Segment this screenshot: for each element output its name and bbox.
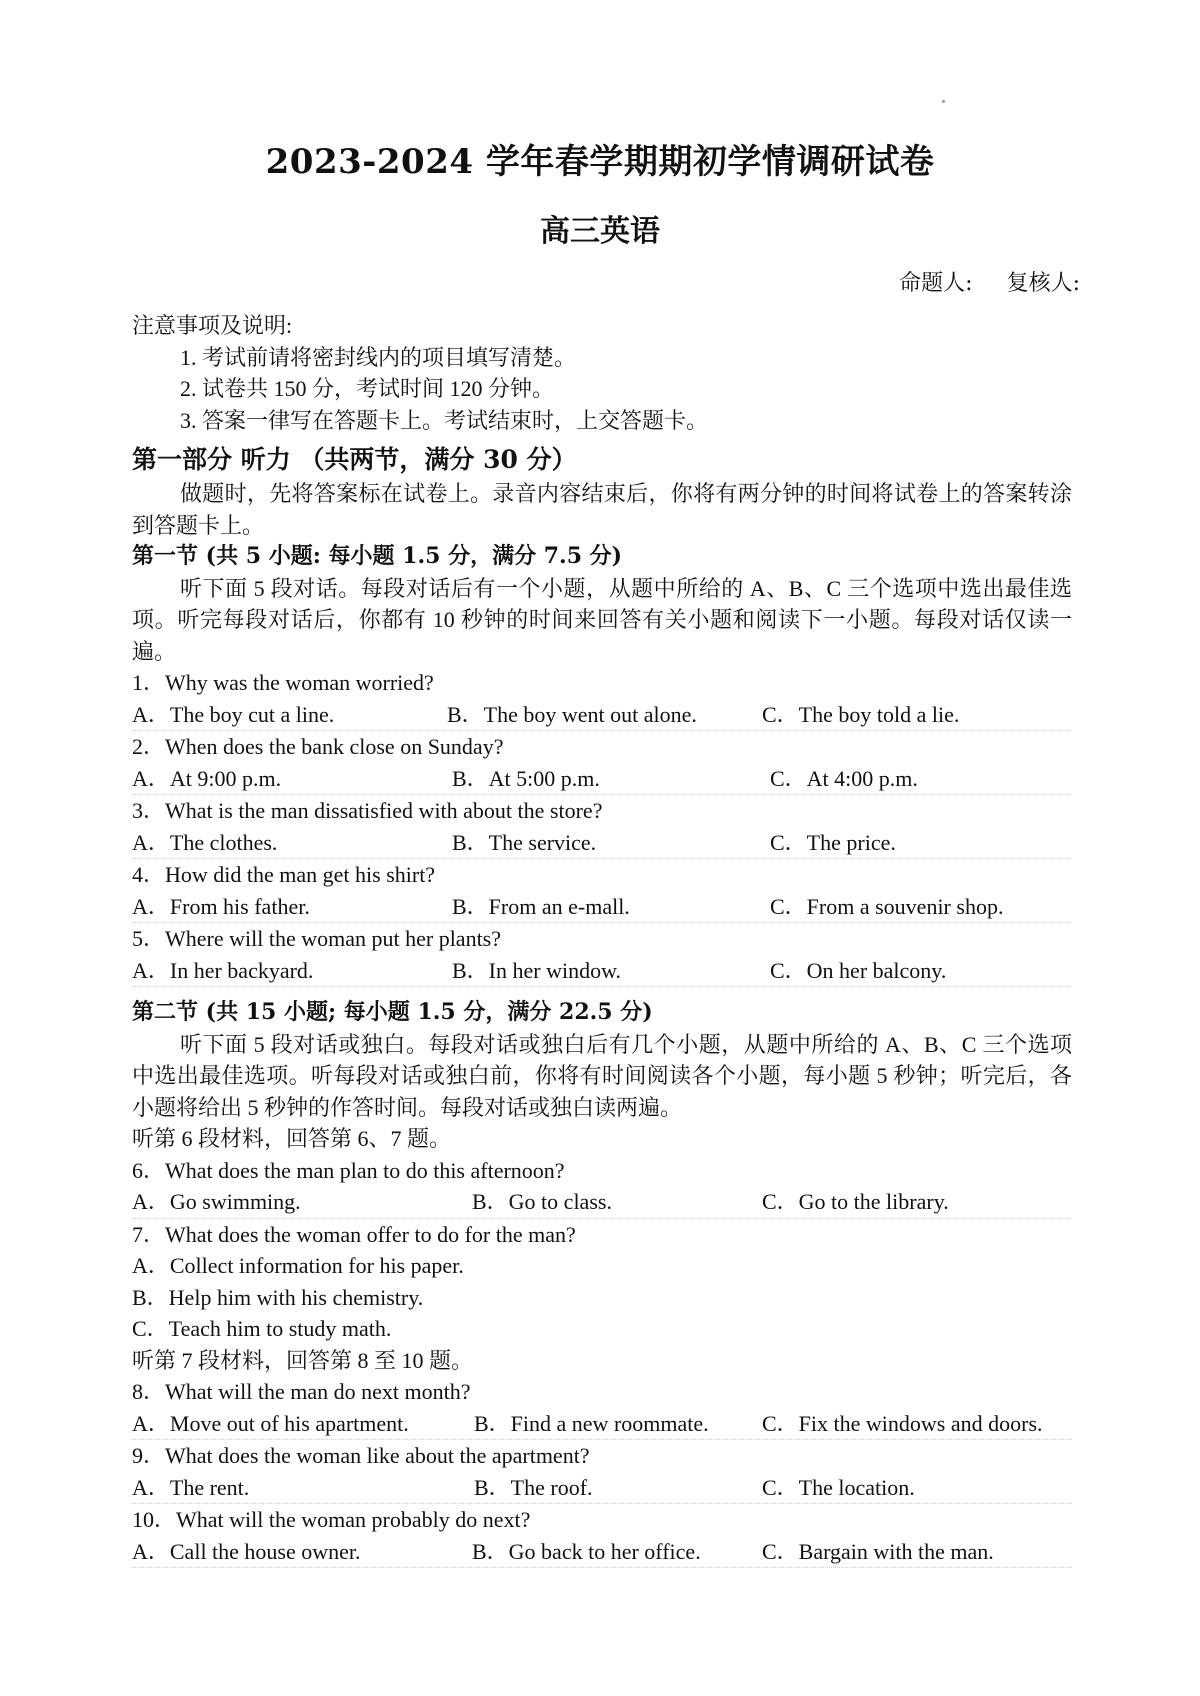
option-b: B．In her window. — [452, 957, 622, 983]
exam-subject: 高三英语 — [540, 214, 660, 249]
question-stem: 9．What does the woman like about the apartment? — [132, 1443, 590, 1468]
option-c: C．Teach him to study math. — [132, 1316, 392, 1341]
author-label: 命题人: — [899, 271, 973, 296]
scan-speck — [942, 100, 945, 103]
option-a: A．The rent. — [132, 1474, 250, 1500]
option-c: C．The price. — [770, 829, 896, 855]
question-stem: 4．How did the man get his shirt? — [132, 862, 436, 887]
option-a: A．From his father. — [132, 893, 310, 919]
exam-title: 2023-2024 学年春学期期初学情调研试卷 — [265, 142, 935, 182]
option-b: B．From an e-mall. — [452, 893, 630, 919]
question-options — [132, 1472, 1072, 1505]
question-options — [132, 891, 1072, 924]
question-stem: 7．What does the woman offer to do for the man? — [132, 1221, 576, 1247]
option-b: B．The boy went out alone. — [447, 701, 697, 727]
option-b: B．Go to class. — [472, 1189, 612, 1214]
exam-content — [132, 310, 1072, 1568]
option-c: C．On her balcony. — [770, 957, 947, 983]
option-a: A．Move out of his apartment. — [132, 1410, 409, 1436]
question-options — [132, 1186, 1072, 1219]
option-c: C．Go to the library. — [762, 1189, 949, 1214]
option-b: B．Go back to her office. — [472, 1538, 701, 1564]
option-c: C．Fix the windows and doors. — [762, 1410, 1043, 1436]
question-options — [132, 955, 1072, 988]
material-instruction: 听第 7 段材料，回答第 8 至 10 题。 — [132, 1347, 474, 1373]
option-a: A．Collect information for his paper. — [132, 1253, 464, 1278]
option-a: A．The clothes. — [132, 829, 278, 855]
section1-intro: 听下面 5 段对话。每段对话后有一个小题，从题中所给的 A、B、C 三个选项中选出最佳选项。听完每段对话后，你都有 10 秒钟的时间来回答有关小题和阅读下一小题。每段对话仅读一遍。 — [132, 575, 1072, 664]
question-options — [132, 1536, 1072, 1569]
option-b: B．The roof. — [474, 1474, 593, 1500]
question-stem: 2．When does the bank close on Sunday? — [132, 734, 504, 759]
note-item: 1. 考试前请将密封线内的项目填写清楚。 — [180, 344, 577, 370]
option-c: C．The boy told a lie. — [762, 701, 960, 727]
notes-heading: 注意事项及说明: — [132, 313, 293, 338]
option-a: A．Call the house owner. — [132, 1538, 361, 1564]
option-b: B．The service. — [452, 829, 597, 855]
material-instruction: 听第 6 段材料，回答第 6、7 题。 — [132, 1126, 452, 1151]
option-c: C．Bargain with the man. — [762, 1538, 994, 1564]
part1-heading: 第一部分 听力 （共两节，满分 30 分） — [132, 445, 577, 474]
question-options — [132, 763, 1072, 796]
option-b: B．At 5:00 p.m. — [452, 765, 600, 791]
question-stem: 8．What will the man do next month? — [132, 1379, 471, 1404]
note-item: 3. 答案一律写在答题卡上。考试结束时，上交答题卡。 — [180, 407, 709, 433]
option-a: A．In her backyard. — [132, 957, 314, 983]
author-line — [899, 266, 1080, 297]
question-stem: 6．What does the man plan to do this afternoon? — [132, 1157, 565, 1183]
section2-intro: 听下面 5 段对话或独白。每段对话或独白后有几个小题，从题中所给的 A、B、C 三个选项中选出最佳选项。听每段对话或独白前，你将有时间阅读各个小题，每小题 5 秒钟；听完后，各小题将给出 5 秒钟的作答时间。每段对话或独白读两遍。 — [132, 1031, 1072, 1120]
option-a: A．Go swimming. — [132, 1189, 301, 1214]
option-c: C．From a souvenir shop. — [770, 893, 1004, 919]
option-b: B．Help him with his chemistry. — [132, 1284, 424, 1310]
option-b: B．Find a new roommate. — [474, 1410, 709, 1436]
question-options — [132, 1408, 1072, 1441]
option-c: C．The location. — [762, 1474, 915, 1500]
part1-intro: 做题时，先将答案标在试卷上。录音内容结束后，你将有两分钟的时间将试卷上的答案转涂到答题卡上。 — [132, 481, 1072, 538]
question-stem: 5．Where will the woman put her plants? — [132, 926, 502, 951]
section2-heading: 第二节 (共 15 小题; 每小题 1.5 分，满分 22.5 分) — [132, 999, 653, 1025]
question-stem: 10．What will the woman probably do next? — [132, 1507, 531, 1532]
option-a: A．The boy cut a line. — [132, 701, 335, 727]
question-stem: 3．What is the man dissatisfied with about the store? — [132, 798, 603, 823]
option-c: C．At 4:00 p.m. — [770, 765, 918, 791]
question-options — [132, 699, 1072, 732]
question-stem: 1．Why was the woman worried? — [132, 670, 434, 695]
section1-heading: 第一节 (共 5 小题: 每小题 1.5 分，满分 7.5 分) — [132, 543, 623, 569]
reviewer-label: 复核人: — [1006, 271, 1080, 296]
option-a: A．At 9:00 p.m. — [132, 765, 282, 791]
question-options — [132, 827, 1072, 860]
note-item: 2. 试卷共 150 分，考试时间 120 分钟。 — [180, 376, 555, 401]
